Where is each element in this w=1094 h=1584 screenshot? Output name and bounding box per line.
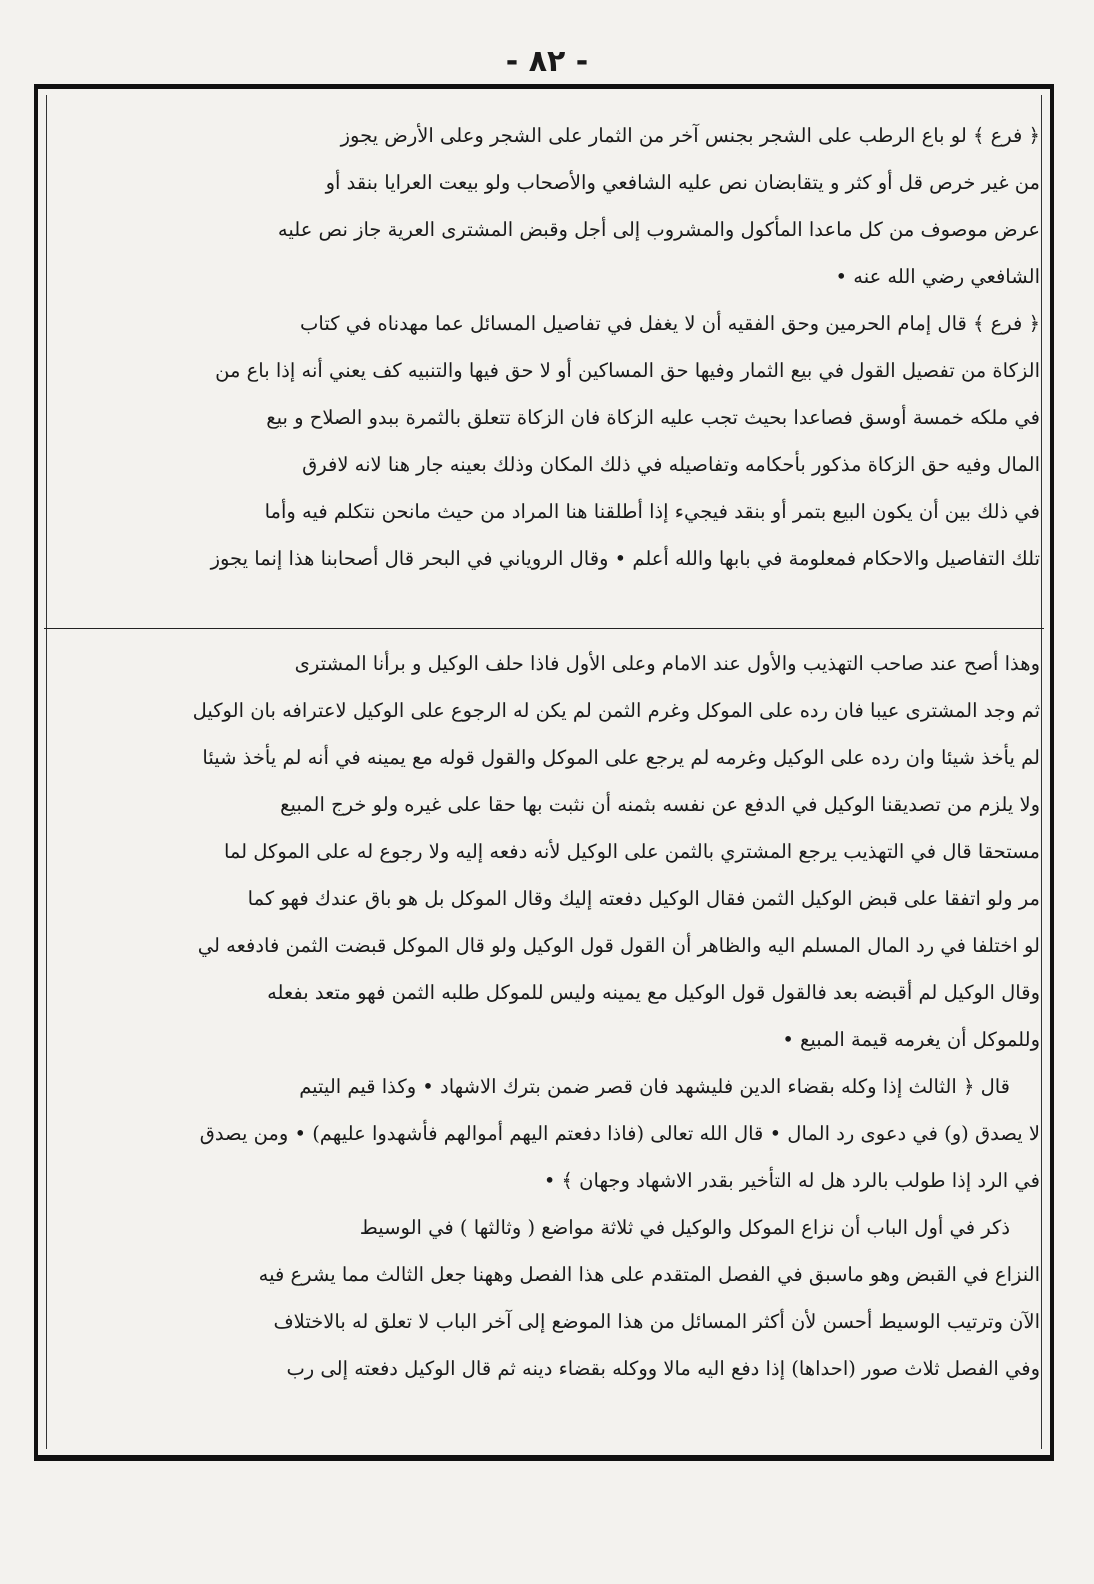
section-divider (44, 628, 1044, 629)
text-line: في الرد إذا طولب بالرد هل له التأخير بقدر الاشهاد وجهان ﴾ • (543, 1169, 1040, 1192)
text-line: مستحقا قال في التهذيب يرجع المشتري بالثمن على الوكيل لأنه دفعه إليه ولا رجوع له على الموكل لما (223, 840, 1040, 863)
text-line: من غير خرص قل أو كثر و يتقابضان نص عليه الشافعي والأصحاب ولو بيعت العرايا بنقد أو (325, 171, 1040, 194)
text-line: ﴿ فرع ﴾ قال إمام الحرمين وحق الفقيه أن لا يغفل في تفاصيل المسائل عما مهدناه في كتاب (300, 312, 1040, 335)
text-line: ﴿ فرع ﴾ لو باع الرطب على الشجر بجنس آخر من الثمار على الشجر وعلى الأرض يجوز (340, 124, 1040, 147)
text-line: لم يأخذ شيئا وان رده على الوكيل وغرمه لم يرجع على الموكل والقول قوله مع يمينه في أنه لم يأخذ شيئا (202, 746, 1040, 769)
text-line: لو اختلفا في رد المال المسلم اليه والظاهر أن القول قول الوكيل ولو قال الموكل قبضت الثمن فادفعه لي (197, 934, 1040, 957)
text-line: الزكاة من تفصيل القول في بيع الثمار وفيها حق المساكين أو لا حق فيها والتنبيه كف يعني أنه إذا باع من (215, 359, 1040, 382)
commentary-bottom-section (50, 640, 1040, 1392)
text-line: وقال الوكيل لم أقبضه بعد فالقول قول الوكيل مع يمينه وليس للموكل طلبه الثمن فهو متعد بفعله (267, 981, 1040, 1004)
text-line: المال وفيه حق الزكاة مذكور بأحكامه وتفاصيله في ذلك المكان وذلك بعينه جار هنا لانه لافرق (302, 453, 1040, 476)
text-line: ثم وجد المشترى عيبا فان رده على الموكل وغرم الثمن لم يكن له الرجوع على الوكيل لاعترافه بان الوكيل (192, 699, 1040, 722)
text-line: تلك التفاصيل والاحكام فمعلومة في بابها والله أعلم • وقال الروياني في البحر قال أصحابنا هذا إنما يجوز (210, 547, 1040, 570)
text-line: في ذلك بين أن يكون البيع بتمر أو بنقد فيجيء إذا أطلقنا هنا المراد من حيث مانحن نتكلم فيه وأما (264, 500, 1040, 523)
text-line: في ملكه خمسة أوسق فصاعدا بحيث تجب عليه الزكاة فان الزكاة تتعلق بالثمرة ببدو الصلاح و بيع (266, 406, 1040, 429)
text-line: وهذا أصح عند صاحب التهذيب والأول عند الامام وعلى الأول فاذا حلف الوكيل و برأنا المشترى (294, 652, 1040, 675)
page-number: - ٨٢ - (505, 44, 589, 79)
text-line: مر ولو اتفقا على قبض الوكيل الثمن فقال الوكيل دفعته إليك وقال الموكل بل هو باق عندك فهو كما (247, 887, 1040, 910)
commentary-top-section (50, 112, 1040, 582)
text-line: وفي الفصل ثلاث صور (احداها) إذا دفع اليه مالا ووكله بقضاء دينه ثم قال الوكيل دفعته إلى رب (286, 1357, 1040, 1380)
text-line: ولا يلزم من تصديقنا الوكيل في الدفع عن نفسه بثمنه أن نثبت بها حقا على غيره ولو خرج المبيع (280, 793, 1040, 816)
bottom-rule (34, 1458, 1054, 1461)
text-line: النزاع في القبض وهو ماسبق في الفصل المتقدم على هذا الفصل وههنا جعل الثالث مما يشرع فيه (258, 1263, 1040, 1286)
text-line: قال ﴿ الثالث إذا وكله بقضاء الدين فليشهد فان قصر ضمن بترك الاشهاد • وكذا قيم اليتيم (299, 1075, 1010, 1098)
text-line: ذكر في أول الباب أن نزاع الموكل والوكيل في ثلاثة مواضع ( وثالثها ) في الوسيط (359, 1216, 1010, 1239)
text-line: الآن وترتيب الوسيط أحسن لأن أكثر المسائل من هذا الموضع إلى آخر الباب لا تعلق له بالاختلاف (273, 1310, 1040, 1333)
text-line: عرض موصوف من كل ماعدا المأكول والمشروب إلى أجل وقبض المشترى العرية جاز نص عليه (277, 218, 1040, 241)
text-line: لا يصدق (و) في دعوى رد المال • قال الله تعالى (فاذا دفعتم اليهم أموالهم فأشهدوا عليهم) • ومن يصدق (199, 1122, 1040, 1145)
text-line: وللموكل أن يغرمه قيمة المبيع • (782, 1028, 1040, 1051)
text-line: الشافعي رضي الله عنه • (835, 265, 1040, 288)
